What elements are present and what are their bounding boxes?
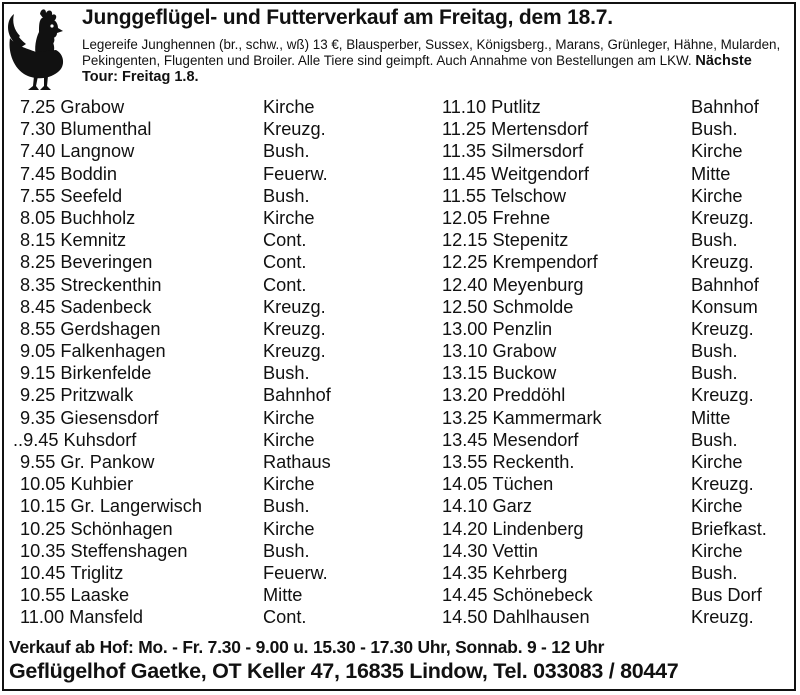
- stop-time: 12.50: [442, 296, 488, 317]
- stop-location: Bahnhof: [263, 385, 331, 406]
- stop-location: Cont.: [263, 252, 307, 273]
- stop-place: Schönebeck: [492, 585, 593, 606]
- schedule-row: [20, 229, 307, 251]
- stop-location: Mitte: [691, 407, 731, 428]
- stop-place: Gr. Pankow: [60, 452, 155, 472]
- stop-place: Silmersdorf: [491, 141, 584, 162]
- stop-location: Kirche: [263, 429, 315, 450]
- schedule-row: [442, 140, 743, 162]
- stop-location: Kreuzg.: [263, 318, 326, 339]
- schedule-row: [20, 96, 315, 118]
- stop-location: Kirche: [263, 474, 315, 495]
- stop-time: 12.40: [442, 274, 488, 295]
- stop-location: Cont.: [263, 607, 307, 628]
- stop-time: 14.10: [442, 496, 488, 517]
- schedule-row: [20, 251, 307, 273]
- farm-contact: Geflügelhof Gaetke, OT Keller 47, 16835 Lindow, Tel. 033083 / 80447: [9, 659, 679, 683]
- stop-time: 14.35: [442, 562, 488, 583]
- stop-time: 10.45: [20, 562, 66, 583]
- stop-time: 14.30: [442, 540, 488, 561]
- stop-location: Kirche: [263, 518, 315, 539]
- stop-location: Bush.: [263, 496, 310, 517]
- stop-time: 8.15: [20, 230, 56, 251]
- stop-place: Stepenitz: [492, 230, 569, 251]
- stop-time: 7.55: [20, 185, 56, 206]
- stop-location: Kirche: [691, 141, 743, 162]
- stop-location: Konsum: [691, 296, 758, 317]
- farm-sales-hours: Verkauf ab Hof: Mo. - Fr. 7.30 - 9.00 u. 15.30 - 17.30 Uhr, Sonnab. 9 - 12 Uhr: [9, 637, 605, 657]
- stop-place: Langnow: [60, 141, 135, 162]
- schedule-row: [442, 606, 754, 628]
- stop-location: Kreuzg.: [263, 119, 326, 140]
- schedule-row: [20, 163, 328, 185]
- schedule-row: [20, 518, 315, 540]
- schedule-row: [442, 540, 743, 562]
- schedule-row: [20, 451, 331, 473]
- stop-time: 13.55: [442, 452, 488, 472]
- schedule-row: [20, 185, 310, 207]
- stop-time: 12.25: [442, 252, 488, 273]
- stop-location: Bahnhof: [691, 97, 759, 117]
- stop-place: Steffenshagen: [70, 540, 188, 561]
- stop-time: 13.10: [442, 341, 488, 362]
- schedule-row: [442, 96, 759, 118]
- schedule-row: [442, 429, 738, 451]
- next-tour: Nächste Tour: Freitag 1.8.: [82, 52, 752, 85]
- rooster-icon: [6, 8, 76, 92]
- stop-time: 11.10: [442, 97, 487, 117]
- stop-time: 9.05: [20, 341, 56, 362]
- stop-place: Buchholz: [60, 207, 136, 228]
- stop-location: Kirche: [263, 97, 315, 117]
- stop-place: Triglitz: [70, 562, 124, 583]
- stop-time: 14.20: [442, 518, 488, 539]
- stop-time: 14.45: [442, 585, 488, 606]
- stop-place: Birkenfelde: [60, 363, 152, 384]
- stop-place: Frehne: [492, 207, 551, 228]
- stop-place: Beveringen: [60, 252, 153, 273]
- stop-location: Rathaus: [263, 452, 331, 472]
- stop-location: Kirche: [691, 452, 743, 472]
- stop-time: 9.35: [20, 407, 56, 428]
- stop-place: Gerdshagen: [60, 318, 161, 339]
- stop-time: 13.15: [442, 363, 488, 384]
- stop-place: Boddin: [60, 163, 118, 184]
- stop-time: ..9.45: [13, 429, 59, 450]
- stop-place: Blumenthal: [60, 119, 152, 140]
- schedule-row: [20, 384, 331, 406]
- stop-place: Mertensdorf: [491, 119, 589, 140]
- schedule-row: [442, 340, 738, 362]
- stop-time: 7.30: [20, 119, 56, 140]
- schedule-row: [442, 296, 758, 318]
- stop-time: 13.25: [442, 407, 488, 428]
- stop-time: 7.45: [20, 163, 56, 184]
- stop-place: Lindenberg: [492, 518, 584, 539]
- stop-time: 8.25: [20, 252, 56, 273]
- stop-location: Kreuzg.: [691, 318, 754, 339]
- stop-location: Mitte: [263, 585, 303, 606]
- stop-time: 14.50: [442, 607, 488, 628]
- stop-location: Cont.: [263, 274, 307, 295]
- stop-time: 11.25: [442, 119, 487, 140]
- stop-place: Laaske: [70, 585, 130, 606]
- schedule-row: [20, 473, 315, 495]
- stop-time: 12.05: [442, 207, 488, 228]
- stop-location: Kreuzg.: [691, 607, 754, 628]
- stop-time: 10.15: [20, 496, 66, 517]
- schedule-row: [442, 229, 738, 251]
- stop-location: Bahnhof: [691, 274, 759, 295]
- stop-time: 11.55: [442, 185, 487, 206]
- stop-time: 10.55: [20, 585, 66, 606]
- stop-time: 9.55: [20, 452, 56, 472]
- schedule-row: [442, 118, 738, 140]
- stop-location: Kirche: [691, 496, 743, 517]
- stop-place: Dahlhausen: [492, 607, 590, 628]
- stop-place: Kammermark: [492, 407, 602, 428]
- stop-location: Bush.: [263, 363, 310, 384]
- stop-location: Feuerw.: [263, 562, 328, 583]
- stop-place: Tüchen: [492, 474, 554, 495]
- stop-time: 8.45: [20, 296, 56, 317]
- stop-location: Bush.: [691, 230, 738, 251]
- stop-place: Schmolde: [492, 296, 574, 317]
- stop-time: 7.40: [20, 141, 56, 162]
- schedule-row: [20, 118, 326, 140]
- ad-intro: [82, 37, 782, 86]
- schedule-row: [20, 318, 326, 340]
- schedule-row: [20, 140, 310, 162]
- stop-time: 10.25: [20, 518, 66, 539]
- stop-place: Mesendorf: [492, 429, 579, 450]
- schedule-row: [442, 562, 738, 584]
- schedule-row: [442, 384, 754, 406]
- stop-time: 10.35: [20, 540, 66, 561]
- stop-place: Mansfeld: [69, 607, 143, 628]
- stop-time: 11.45: [442, 163, 487, 184]
- stop-time: 13.20: [442, 385, 488, 406]
- stop-location: Bush.: [691, 341, 738, 362]
- stop-place: Kuhbier: [70, 474, 134, 495]
- stop-place: Giesensdorf: [60, 407, 159, 428]
- stop-location: Cont.: [263, 230, 307, 251]
- schedule-row: [442, 495, 743, 517]
- stop-location: Kreuzg.: [691, 474, 754, 495]
- schedule-row: [442, 163, 731, 185]
- stop-place: Sadenbeck: [60, 296, 152, 317]
- stop-place: Grabow: [60, 97, 125, 117]
- schedule-row: [442, 251, 754, 273]
- stop-place: Garz: [492, 496, 532, 517]
- stop-location: Kreuzg.: [691, 252, 754, 273]
- schedule-row: [20, 274, 307, 296]
- stop-time: 11.35: [442, 141, 487, 162]
- stop-place: Schönhagen: [70, 518, 173, 539]
- ad-title: Junggeflügel- und Futterverkauf am Freitag, dem 18.7.: [82, 6, 613, 29]
- stop-place: Pritzwalk: [60, 385, 134, 406]
- stop-place: Vettin: [492, 540, 539, 561]
- stop-location: Bush.: [263, 540, 310, 561]
- schedule-row: [20, 606, 307, 628]
- stop-location: Mitte: [691, 163, 731, 184]
- stop-location: Bush.: [263, 185, 310, 206]
- stop-time: 13.45: [442, 429, 488, 450]
- schedule-row: [442, 274, 759, 296]
- schedule-row: [442, 473, 754, 495]
- schedule-row: [20, 362, 310, 384]
- stop-location: Kirche: [263, 207, 315, 228]
- stop-location: Feuerw.: [263, 163, 328, 184]
- stop-place: Kuhsdorf: [63, 429, 137, 450]
- schedule-column-right: [442, 96, 767, 629]
- stop-place: Reckenth.: [492, 452, 575, 472]
- schedule-row: [13, 429, 315, 451]
- stop-place: Streckenthin: [60, 274, 162, 295]
- stop-location: Bush.: [691, 119, 738, 140]
- stop-location: Kreuzg.: [263, 296, 326, 317]
- schedule-row: [442, 407, 731, 429]
- schedule-row: [442, 185, 743, 207]
- schedule-column-left: [13, 96, 331, 629]
- stop-location: Kreuzg.: [691, 207, 754, 228]
- schedule-row: [20, 540, 310, 562]
- stop-time: 12.15: [442, 230, 488, 251]
- stop-location: Bush.: [263, 141, 310, 162]
- stop-place: Falkenhagen: [60, 341, 166, 362]
- stop-place: Buckow: [492, 363, 557, 384]
- stop-place: Meyenburg: [492, 274, 584, 295]
- stop-place: Kemnitz: [60, 230, 127, 251]
- intro-text: Legereife Junghennen (br., schw., wß) 13 €, Blausperber, Sussex, Königsberg., Marans, Grünleger, Hähne, Mularden, Pekingenten, Flugenten und Broiler. Alle Tiere sind geimpft. Auch Annahme von Bestellungen am LKW.: [82, 37, 781, 68]
- schedule-row: [442, 584, 762, 606]
- stop-place: Weitgendorf: [491, 163, 589, 184]
- stop-place: Telschow: [491, 185, 566, 206]
- schedule-row: [442, 451, 743, 473]
- schedule-row: [442, 518, 767, 540]
- stop-place: Kehrberg: [492, 562, 568, 583]
- stop-location: Bush.: [691, 562, 738, 583]
- stop-time: 8.05: [20, 207, 56, 228]
- stop-time: 10.05: [20, 474, 66, 495]
- schedule-row: [442, 362, 738, 384]
- stop-time: 13.00: [442, 318, 488, 339]
- schedule-row: [20, 562, 328, 584]
- stop-location: Bush.: [691, 363, 738, 384]
- schedule-row: [20, 407, 315, 429]
- stop-time: 11.00: [20, 607, 65, 628]
- stop-place: Krempendorf: [492, 252, 598, 273]
- schedule-row: [20, 296, 326, 318]
- stop-place: Putlitz: [491, 97, 541, 117]
- stop-place: Penzlin: [492, 318, 553, 339]
- stop-time: 14.05: [442, 474, 488, 495]
- stop-location: Kirche: [691, 185, 743, 206]
- stop-time: 8.35: [20, 274, 56, 295]
- stop-location: Briefkast.: [691, 518, 767, 539]
- stop-place: Seefeld: [60, 185, 123, 206]
- stop-location: Kreuzg.: [691, 385, 754, 406]
- stop-time: 7.25: [20, 97, 56, 117]
- stop-location: Kirche: [263, 407, 315, 428]
- schedule-row: [20, 340, 326, 362]
- schedule-row: [442, 318, 754, 340]
- stop-location: Kirche: [691, 540, 743, 561]
- schedule-row: [20, 207, 315, 229]
- stop-location: Kreuzg.: [263, 341, 326, 362]
- stop-location: Bus Dorf: [691, 585, 762, 606]
- stop-time: 9.25: [20, 385, 56, 406]
- stop-place: Preddöhl: [492, 385, 566, 406]
- stop-place: Gr. Langerwisch: [70, 496, 202, 517]
- schedule-row: [20, 584, 303, 606]
- stop-time: 9.15: [20, 363, 56, 384]
- stop-location: Bush.: [691, 429, 738, 450]
- schedule-row: [20, 495, 310, 517]
- schedule-row: [442, 207, 754, 229]
- stop-time: 8.55: [20, 318, 56, 339]
- stop-place: Grabow: [492, 341, 557, 362]
